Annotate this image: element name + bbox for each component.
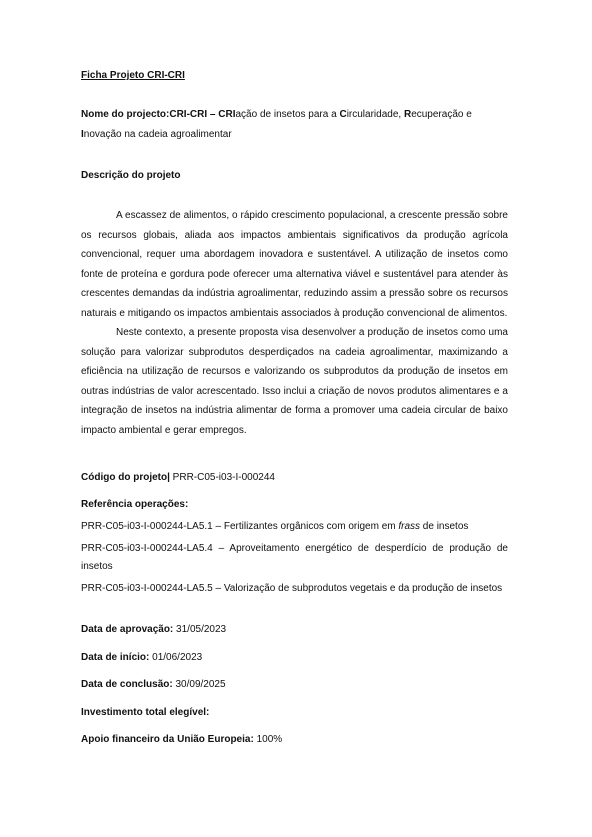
description-body (81, 206, 508, 440)
eu-funding (81, 730, 508, 750)
project-name-label: Nome do projecto: (81, 109, 170, 120)
project-name-separator: – (207, 109, 219, 120)
operation-item (81, 580, 508, 598)
name-part: C (339, 109, 347, 120)
field-value: 100% (253, 734, 283, 745)
start-date (81, 648, 508, 668)
field-value: 31/05/2023 (173, 624, 227, 635)
project-code-value: PRR-C05-i03-I-000244 (169, 472, 275, 483)
field-label: Data de conclusão: (81, 679, 173, 690)
document-title: Ficha Projeto CRI-CRI (81, 70, 185, 81)
approval-date (81, 620, 508, 640)
name-part: I (81, 128, 84, 140)
operations-reference-label: Referência operações: (81, 499, 189, 510)
field-value: 01/06/2023 (149, 651, 203, 663)
description-heading: Descrição do projeto (81, 170, 181, 181)
operations-reference (81, 496, 508, 602)
operation-item (81, 540, 508, 576)
name-part: novação na cadeia agroalimentar (83, 128, 232, 140)
operation-emphasis: frass (398, 521, 421, 532)
name-part: R (403, 109, 412, 120)
description-paragraph: Neste contexto, a presente proposta visa desenvolver a produção de insetos como uma solução para valorizar subprodutos desperdiçados na cadeia agroalimentar, maximizando a eficiência na utilização de recursos e valorizando os subprodutos da produção de insetos em outras indústrias de valor acrescentado. Isso inclui a criação de novos produtos alimentares e a integração de insetos na indústria alimentar de forma a promover uma cadeia circular de baixo impacto ambiental e gerar empregos. (81, 327, 508, 436)
total-investment (81, 703, 508, 723)
field-label: Investimento total elegível: (81, 706, 210, 718)
name-part: CRI (218, 109, 236, 120)
operation-text: PRR-C05-i03-I-000244-LA5.1 – Fertilizantes orgânicos com origem em (81, 521, 399, 532)
field-label: Data de início: (81, 651, 150, 663)
project-code-label: Código do projeto| (81, 472, 170, 483)
name-part: ação de insetos para a (235, 109, 340, 120)
project-acronym: CRI-CRI (169, 109, 208, 120)
project-code (81, 468, 508, 488)
operation-text: de insetos (420, 521, 469, 532)
name-part: ircularidade, (346, 109, 404, 120)
field-label: Apoio financeiro da União Europeia: (81, 734, 254, 745)
operation-item (81, 518, 508, 536)
project-name (81, 105, 508, 144)
project-fields (81, 620, 508, 758)
end-date (81, 675, 508, 695)
description-paragraph: A escassez de alimentos, o rápido crescimento populacional, a crescente pressão sobre os recursos globais, aliada aos impactos ambientais significativos da produção agrícola convencional, requer uma abordagem inovadora e sustentável. A utilização de insetos como fonte de proteína e gordura pode oferecer uma alternativa viável e sustentável para atender às crescentes demandas da indústria agroalimentar, reduzindo assim a pressão sobre os recursos naturais e mitigando os impactos ambientais associados à produção convencional de alimentos. (81, 210, 508, 319)
operation-text: PRR-C05-i03-I-000244-LA5.5 – Valorização de subprodutos vegetais e da produção de insetos (81, 583, 503, 594)
field-value: 30/09/2025 (172, 679, 226, 690)
operation-text: PRR-C05-i03-I-000244-LA5.4 – Aproveitamento energético de desperdício de produção de insetos (81, 543, 508, 572)
field-label: Data de aprovação: (81, 624, 174, 635)
name-part: ecuperação e (411, 109, 472, 120)
